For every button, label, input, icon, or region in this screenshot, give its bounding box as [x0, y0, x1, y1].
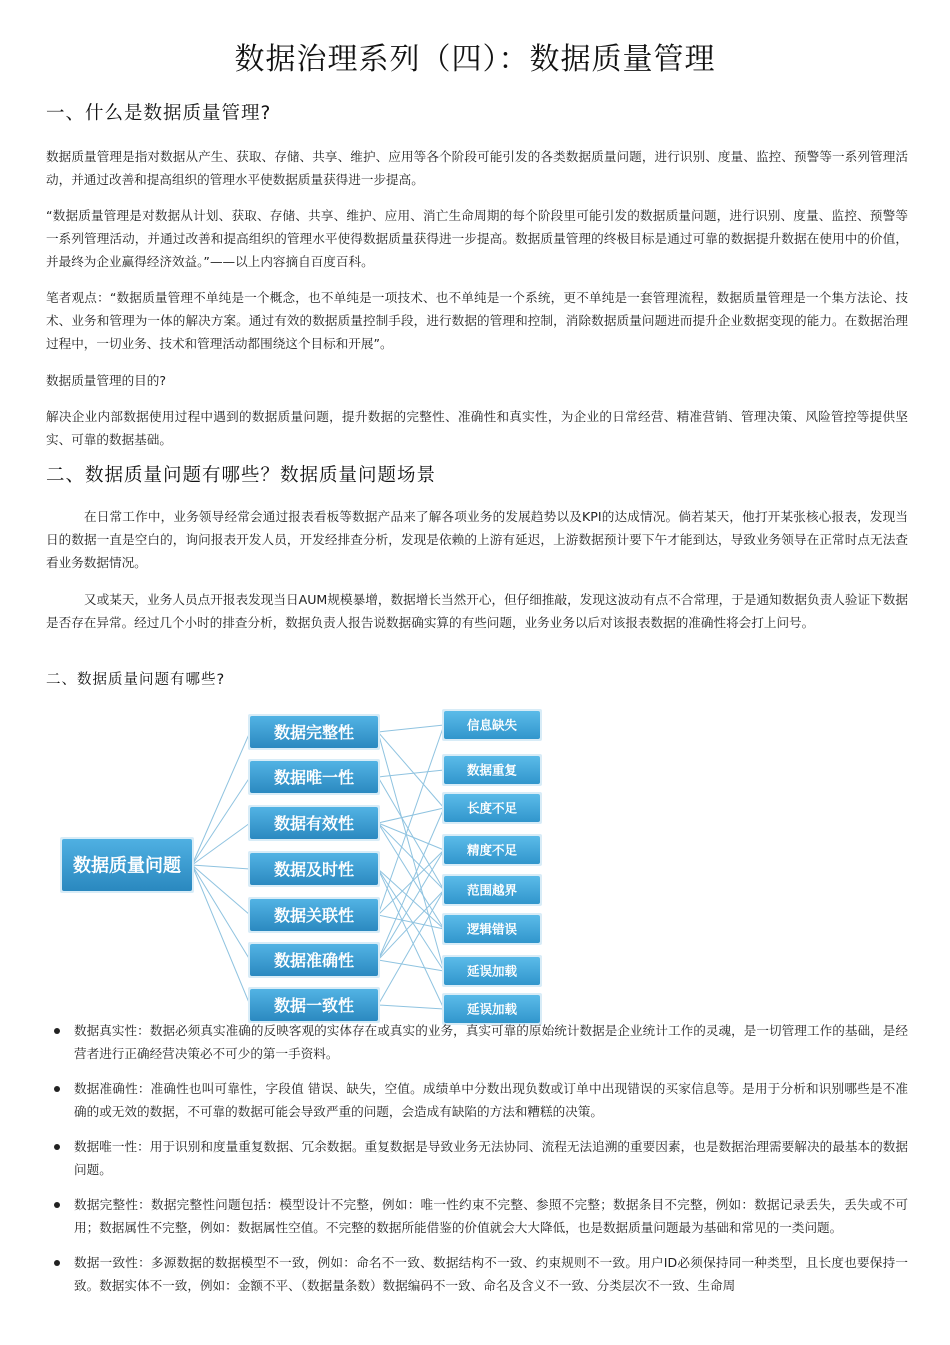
list-item: [46, 1077, 908, 1123]
dimension-node: [248, 759, 380, 795]
root-node-label: 数据质量问题: [73, 855, 181, 877]
dimension-node-label: 数据一致性: [273, 995, 355, 1015]
problem-node: [442, 834, 542, 866]
problem-node: [442, 754, 542, 786]
problem-node-label: 长度不足: [466, 800, 518, 816]
diagram-nodes: [60, 709, 542, 1025]
section1-paragraph-2: “数据质量管理是对数据从计划、获取、存储、共享、维护、应用、消亡生命周期的每个阶段里可能引发的数据质量问题，进行识别、度量、监控、预警等一系列管理活动，并通过改善和提高组织的管理水平使得数据质量获得进一步提高。数据质量管理的终极目标是通过可靠的数据提升数据在使用中的价值，并最终为企业赢得经济效益。”——以上内容摘自百度百科。: [46, 208, 908, 269]
problem-node-label: 延误加载: [466, 963, 518, 979]
bullet-icon: [54, 1144, 60, 1150]
dimension-connector-line: [378, 823, 444, 850]
problem-node: [442, 955, 542, 987]
dimension-connector-line: [378, 1005, 444, 1009]
dimension-node: [248, 714, 380, 750]
problem-node-label: 信息缺失: [466, 717, 518, 733]
section1-paragraph-4: 数据质量管理的目的?: [46, 373, 167, 388]
list-item-text: 数据真实性：数据必须真实准确的反映客观的实体存在或真实的业务，真实可靠的原始统计数据是企业统计工作的灵魂，是一切管理工作的基础，是经营者进行正确经营决策必不可少的第一手资料。: [74, 1023, 908, 1061]
problem-node-label: 精度不足: [466, 842, 518, 858]
section1-paragraph-5: 解决企业内部数据使用过程中遇到的数据质量问题，提升数据的完整性、准确性和真实性，为企业的日常经营、精准营销、管理决策、风险管控等提供坚实、可靠的数据基础。: [46, 409, 908, 447]
dimension-node-label: 数据唯一性: [273, 767, 355, 787]
problem-node: [442, 913, 542, 945]
dimension-node: [248, 942, 380, 978]
root-connector-line: [192, 865, 250, 960]
section2-paragraph-1: 在日常工作中，业务领导经常会通过报表看板等数据产品来了解各项业务的发展趋势以及KPI的达成情况。倘若某天，他打开某张核心报表，发现当日的数据一直是空白的，询问报表开发人员，开发经排查分析，发现是依赖的上游有延迟，上游数据预计要下午才能到达，导致业务领导在正常时点无法查看业务数据情况。: [46, 509, 908, 570]
bullet-icon: [54, 1202, 60, 1208]
problem-node-label: 数据重复: [466, 762, 518, 778]
dimension-node: [248, 897, 380, 933]
list-item-text: 数据准确性：准确性也叫可靠性，字段值 错误、缺失，空值。成绩单中分数出现负数或订单中出现错误的买家信息等。是用于分析和识别哪些是不准确的或无效的数据，不可靠的数据可能会导致严重的问题，会造成有缺陷的方法和糟糕的决策。: [74, 1081, 908, 1119]
dimension-node: [248, 987, 380, 1023]
dimension-connector-line: [378, 770, 444, 777]
list-item: [46, 1251, 908, 1297]
problem-node: [442, 709, 542, 741]
list-item: [46, 1135, 908, 1181]
dimension-connector-line: [378, 732, 444, 808]
problem-node: [442, 874, 542, 906]
dimension-node-label: 数据关联性: [273, 905, 355, 925]
list-item-text: 数据一致性：多源数据的数据模型不一致，例如：命名不一致、数据结构不一致、约束规则不一致。用户ID必须保持同一种类型，且长度也要保持一致。数据实体不一致，例如：金额不平、（数据量条数）数据编码不一致、命名及含义不一致、分类层次不一致、生命周: [74, 1255, 908, 1293]
root-connector-line: [192, 865, 250, 869]
root-connector-line: [192, 777, 250, 865]
dimension-connector-line: [378, 890, 444, 960]
dimension-connector-line: [378, 915, 444, 929]
problem-node-label: 逻辑错误: [466, 921, 518, 937]
dimension-connector-line: [378, 823, 444, 929]
dimension-connector-line: [378, 732, 444, 971]
dimension-connector-line: [378, 725, 444, 732]
list-item-text: 数据完整性：数据完整性问题包括：模型设计不完整，例如：唯一性约束不完整、参照不完整；数据条目不完整，例如：数据记录丢失，丢失或不可用；数据属性不完整，例如：数据属性空值。不完整的数据所能借鉴的价值就会大大降低，也是数据质量问题最为基础和常见的一类问题。: [74, 1197, 908, 1235]
dimension-node-label: 数据准确性: [273, 950, 355, 970]
root-connector-line: [192, 732, 250, 865]
dimension-connector-line: [378, 725, 444, 915]
section1-heading: 一、什么是数据质量管理?: [46, 103, 272, 124]
list-item-text: 数据唯一性：用于识别和度量重复数据、冗余数据。重复数据是导致业务无法协同、流程无法追溯的重要因素，也是数据治理需要解决的最基本的数据问题。: [74, 1139, 908, 1177]
section2-subheading: 二、数据质量问题有哪些?: [46, 672, 226, 688]
dimension-node: [248, 851, 380, 887]
problem-node: [442, 792, 542, 824]
list-item: [46, 1193, 908, 1239]
root-connector-line: [192, 865, 250, 915]
section1-paragraph-3: 笔者观点：“数据质量管理不单纯是一个概念，也不单纯是一项技术、也不单纯是一个系统，更不单纯是一套管理流程，数据质量管理是一个集方法论、技术、业务和管理为一体的解决方案。通过有效的数据质量控制手段，进行数据的管理和控制，消除数据质量问题进而提升企业数据变现的能力。在数据治理过程中，一切业务、技术和管理活动都围绕这个目标和开展”。: [46, 290, 908, 351]
diagram-svg: [46, 703, 555, 1017]
dimension-connector-line: [378, 960, 444, 971]
bullet-icon: [54, 1086, 60, 1092]
bullet-icon: [54, 1260, 60, 1266]
problem-node-label: 范围越界: [466, 882, 518, 898]
dimension-node-label: 数据有效性: [273, 813, 355, 833]
problem-node-label: 延误加载: [466, 1001, 518, 1017]
dimension-node-label: 数据完整性: [273, 722, 355, 742]
dimension-node-label: 数据及时性: [273, 859, 355, 879]
quality-dimension-list: [46, 1019, 908, 1309]
section1-paragraph-1: 数据质量管理是指对数据从产生、获取、存储、共享、维护、应用等各个阶段可能引发的各类数据质量问题，进行识别、度量、监控、预警等一系列管理活动，并通过改善和提高组织的管理水平使数据质量获得进一步提高。: [46, 149, 908, 187]
bullet-icon: [54, 1028, 60, 1034]
section2-heading: 二、数据质量问题有哪些？数据质量问题场景: [46, 465, 437, 486]
section2-paragraph-2: 又或某天，业务人员点开报表发现当日AUM规模暴增，数据增长当然开心，但仔细推敲，发现这波动有点不合常理，于是通知数据负责人验证下数据是否存在异常。经过几个小时的排查分析，数据负责人报告说数据确实算的有些问题，业务业务以后对该报表数据的准确性将会打上问号。: [46, 592, 908, 630]
list-item: [46, 1019, 908, 1065]
data-quality-diagram: [46, 703, 555, 1017]
dimension-node: [248, 805, 380, 841]
page-title: 数据治理系列（四）：数据质量管理: [234, 42, 716, 77]
root-node: [60, 837, 194, 893]
root-connector-line: [192, 865, 250, 1005]
